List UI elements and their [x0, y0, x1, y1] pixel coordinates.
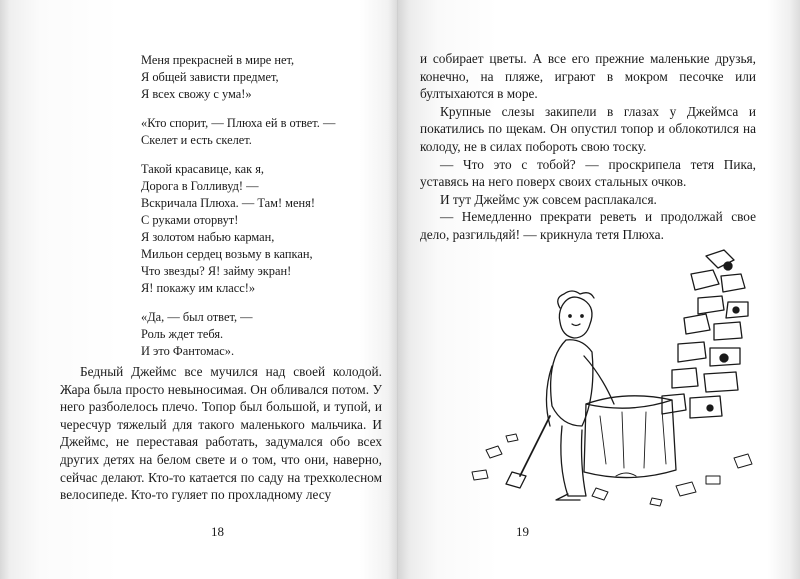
- poem-line: Я золотом набью карман,: [141, 230, 275, 244]
- poem-line: С руками оторвут!: [141, 213, 239, 227]
- poem-stanza: [141, 309, 391, 360]
- poem-line: Я! покажу им класс!»: [141, 281, 256, 295]
- poem-line: Вскричала Плюха. — Там! меня!: [141, 196, 315, 210]
- left-prose: [60, 363, 382, 504]
- poem-stanza: [141, 52, 391, 103]
- poem-line: Я общей зависти предмет,: [141, 70, 279, 84]
- boy-figure: [506, 291, 614, 500]
- left-page: [0, 0, 398, 579]
- wood-chips: [472, 434, 752, 506]
- page-number: 18: [211, 524, 224, 539]
- poem-stanza: [141, 115, 391, 149]
- paragraph: Бедный Джеймс все мучился над своей колодой. Жара была просто невыносимая. Он обливался потом. У него разболелось плечо. Топор был большой, и тупой, и чересчур тяжелый для такого маленького мальчика. И Джеймс, не переставая работать, задумался обо всех других детях на белом свете и о том, что они, наверно, сейчас делают. Кто-то катается по саду на трехколесном велосипеде. Кто-то гуляет по прохладному лесу: [60, 364, 382, 503]
- paragraph: Крупные слезы закипели в глазах у Джеймса и покатились по щекам. Он опустил топор и облокотился на колоду, не в силах побороть свою тоску.: [420, 103, 756, 154]
- poem-stanza: [141, 161, 391, 297]
- poem-line: Что звезды? Я! займу экран!: [141, 264, 292, 278]
- paragraph: — Немедленно прекрати реветь и продолжай свое дело, разгильдяй! — крикнула тетя Плюха.: [420, 209, 756, 242]
- poem: [141, 52, 391, 372]
- paragraph: и собирает цветы. А все его прежние маленькие друзья, конечно, на пляже, играют в мокром песочке или бултыхаются в море.: [420, 51, 756, 102]
- poem-line: Меня прекрасней в мире нет,: [141, 53, 295, 67]
- poem-line: Я всех свожу с ума!»: [141, 87, 252, 101]
- paragraph: И тут Джеймс уж совсем расплакался.: [440, 191, 657, 207]
- paragraph: — Что это с тобой? — проскрипела тетя Пика, уставясь на него поверх своих стальных очков.: [420, 156, 756, 190]
- poem-line: Такой красавице, как я,: [141, 162, 264, 176]
- poem-line: Скелет и есть скелет.: [141, 133, 252, 147]
- page-number: 19: [516, 524, 529, 539]
- right-page: [398, 0, 800, 579]
- poem-line: Мильон сердец возьму в капкан,: [141, 247, 313, 261]
- poem-line: Дорога в Голливуд! —: [141, 179, 259, 193]
- poem-line: «Да, — был ответ, —: [141, 310, 253, 324]
- poem-line: И это Фантомас».: [141, 344, 235, 358]
- boy-chopping-wood-illustration: [466, 236, 766, 516]
- poem-line: «Кто спорит, — Плюха ей в ответ. —: [141, 116, 336, 130]
- woodpile: [662, 250, 748, 418]
- right-prose: [420, 50, 756, 244]
- poem-line: Роль ждет тебя.: [141, 327, 224, 341]
